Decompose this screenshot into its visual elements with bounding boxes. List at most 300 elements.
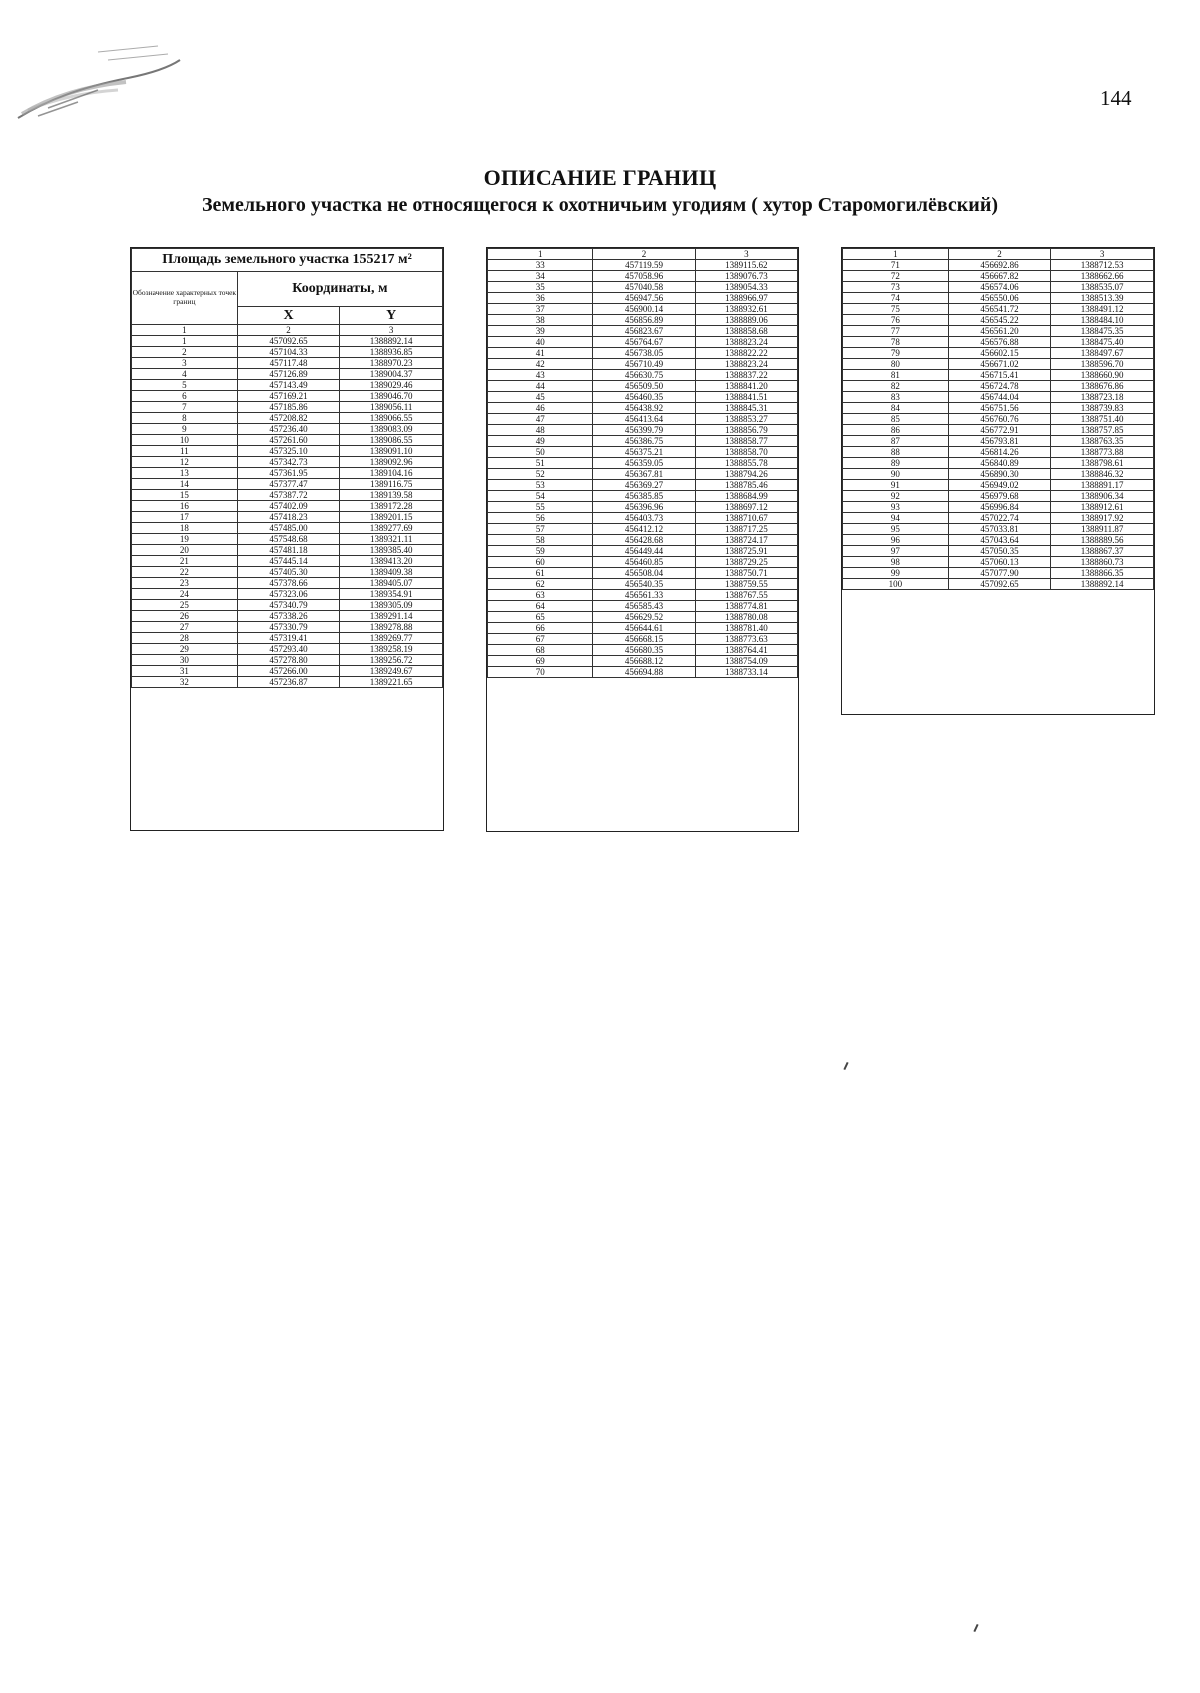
y-value: 1388858.77 [695,436,797,447]
point-number: 74 [843,293,949,304]
point-number: 56 [488,513,593,524]
table-row [132,490,443,501]
y-value: 1388891.17 [1051,480,1154,491]
coordinates-header: Координаты, м [237,272,442,307]
point-number: 73 [843,282,949,293]
x-value: 457330.79 [237,622,340,633]
x-value: 456428.68 [593,535,695,546]
point-number: 16 [132,501,238,512]
y-value: 1388781.40 [695,623,797,634]
point-number: 43 [488,370,593,381]
table-row [488,634,798,645]
x-value: 456793.81 [948,436,1051,447]
x-value: 456680.35 [593,645,695,656]
x-value: 457402.09 [237,501,340,512]
point-number: 50 [488,447,593,458]
table-row [132,523,443,534]
point-number: 60 [488,557,593,568]
x-value: 457236.87 [237,677,340,688]
x-value: 457548.68 [237,534,340,545]
y-value: 1389221.65 [340,677,443,688]
point-number: 13 [132,468,238,479]
table-row [843,315,1154,326]
x-value: 456399.79 [593,425,695,436]
table-row [488,271,798,282]
x-value: 456438.92 [593,403,695,414]
y-value: 1389092.96 [340,457,443,468]
table-row [488,403,798,414]
y-value: 1389258.19 [340,644,443,655]
x-value: 457058.96 [593,271,695,282]
table-row [488,436,798,447]
point-number: 79 [843,348,949,359]
column-number: 2 [593,249,695,260]
table-row [132,567,443,578]
y-value: 1389115.62 [695,260,797,271]
x-value: 457077.90 [948,568,1051,579]
y-value: 1388860.73 [1051,557,1154,568]
y-value: 1388845.31 [695,403,797,414]
y-value: 1388867.37 [1051,546,1154,557]
table-row [488,359,798,370]
scan-speck [973,1624,978,1632]
point-number: 11 [132,446,238,457]
point-number: 72 [843,271,949,282]
point-number: 31 [132,666,238,677]
table-row [132,501,443,512]
x-value: 457117.48 [237,358,340,369]
x-value: 456947.56 [593,293,695,304]
column-number: 2 [237,325,340,336]
column-number: 3 [340,325,443,336]
y-value: 1388676.86 [1051,381,1154,392]
table-row [488,469,798,480]
table-row [488,546,798,557]
point-number: 69 [488,656,593,667]
table-row [488,667,798,678]
x-value: 457185.86 [237,402,340,413]
x-value: 456413.64 [593,414,695,425]
point-number: 38 [488,315,593,326]
y-value: 1388858.70 [695,447,797,458]
x-value: 456576.88 [948,337,1051,348]
table-row [843,337,1154,348]
x-value: 457325.10 [237,446,340,457]
x-value: 456692.86 [948,260,1051,271]
point-number: 88 [843,447,949,458]
y-value: 1388858.68 [695,326,797,337]
point-number: 62 [488,579,593,590]
page-number: 144 [1100,86,1132,110]
table-row [132,633,443,644]
x-value: 456772.91 [948,425,1051,436]
x-value: 456403.73 [593,513,695,524]
y-value: 1388846.32 [1051,469,1154,480]
point-number: 83 [843,392,949,403]
y-value: 1389139.58 [340,490,443,501]
point-number: 54 [488,491,593,502]
y-value: 1388757.85 [1051,425,1154,436]
point-number: 59 [488,546,593,557]
y-value: 1388513.39 [1051,293,1154,304]
table-row [843,447,1154,458]
point-number: 53 [488,480,593,491]
table-row [132,644,443,655]
point-number: 77 [843,326,949,337]
x-value: 456996.84 [948,502,1051,513]
table-row [488,612,798,623]
x-value: 456668.15 [593,634,695,645]
y-value: 1389405.07 [340,578,443,589]
point-number: 68 [488,645,593,656]
table-row [488,513,798,524]
table-row [132,435,443,446]
point-number: 33 [488,260,593,271]
x-value: 457418.23 [237,512,340,523]
table-row [488,645,798,656]
x-value: 457361.95 [237,468,340,479]
y-value: 1389104.16 [340,468,443,479]
table-row [488,502,798,513]
coordinates-table-2 [486,247,799,832]
x-value: 457126.89 [237,369,340,380]
table-row [488,315,798,326]
x-value: 456715.41 [948,370,1051,381]
table-row [843,480,1154,491]
table-row [132,589,443,600]
point-number: 32 [132,677,238,688]
y-value: 1388889.56 [1051,535,1154,546]
table-row [132,600,443,611]
table-row [843,546,1154,557]
x-value: 456694.88 [593,667,695,678]
table-row [132,358,443,369]
y-value: 1388660.90 [1051,370,1154,381]
point-number: 14 [132,479,238,490]
table-row [488,370,798,381]
table-row [132,479,443,490]
table-row [843,436,1154,447]
table-row [488,480,798,491]
point-number: 35 [488,282,593,293]
x-value: 456449.44 [593,546,695,557]
y-value: 1388754.09 [695,656,797,667]
y-value: 1389409.38 [340,567,443,578]
document-title: ОПИСАНИЕ ГРАНИЦ [483,165,717,190]
point-number: 96 [843,535,949,546]
x-value: 456375.21 [593,447,695,458]
x-value: 457323.06 [237,589,340,600]
point-number: 8 [132,413,238,424]
table-row [488,601,798,612]
point-number: 21 [132,556,238,567]
x-value: 456460.35 [593,392,695,403]
point-number: 46 [488,403,593,414]
y-value: 1389083.09 [340,424,443,435]
table-body [488,260,798,678]
y-value: 1388841.20 [695,381,797,392]
table-body [132,336,443,688]
x-value: 457033.81 [948,524,1051,535]
x-value: 456396.96 [593,502,695,513]
point-number: 66 [488,623,593,634]
y-value: 1388697.12 [695,502,797,513]
y-value: 1389201.15 [340,512,443,523]
y-value: 1388823.24 [695,359,797,370]
x-value: 456545.22 [948,315,1051,326]
y-value: 1388798.61 [1051,458,1154,469]
table-row [843,425,1154,436]
x-value: 456385.85 [593,491,695,502]
document-subtitle: Земельного участка не относящегося к охотничьим угодиям ( хутор Старомогилёвский) [201,194,998,216]
y-header: Y [340,307,443,325]
y-value: 1389066.55 [340,413,443,424]
point-number: 28 [132,633,238,644]
point-number: 19 [132,534,238,545]
table-row [843,403,1154,414]
table-row [132,545,443,556]
table-row [488,348,798,359]
y-value: 1388794.26 [695,469,797,480]
table-row [132,677,443,688]
table-row [488,304,798,315]
table-row [132,578,443,589]
point-number: 5 [132,380,238,391]
point-number: 1 [132,336,238,347]
point-number: 100 [843,579,949,590]
table-row [132,380,443,391]
scan-smudge-mark [8,30,183,125]
y-value: 1388837.22 [695,370,797,381]
table-row [843,326,1154,337]
point-number: 87 [843,436,949,447]
column-number: 2 [948,249,1051,260]
point-number: 67 [488,634,593,645]
point-number: 24 [132,589,238,600]
point-number: 90 [843,469,949,480]
y-value: 1389076.73 [695,271,797,282]
table-row [488,282,798,293]
point-number: 70 [488,667,593,678]
y-value: 1389054.33 [695,282,797,293]
x-value: 456561.20 [948,326,1051,337]
table-row [132,457,443,468]
y-value: 1388723.18 [1051,392,1154,403]
x-value: 456540.35 [593,579,695,590]
point-number: 71 [843,260,949,271]
y-value: 1388966.97 [695,293,797,304]
table-row [843,414,1154,425]
y-value: 1389056.11 [340,402,443,413]
y-value: 1388932.61 [695,304,797,315]
point-number: 57 [488,524,593,535]
x-value: 457405.30 [237,567,340,578]
point-number: 12 [132,457,238,468]
table-row [488,447,798,458]
y-value: 1389305.09 [340,600,443,611]
y-value: 1388773.63 [695,634,797,645]
x-value: 456509.50 [593,381,695,392]
table-row [843,557,1154,568]
point-number: 65 [488,612,593,623]
x-value: 456760.76 [948,414,1051,425]
point-number: 89 [843,458,949,469]
y-value: 1389354.91 [340,589,443,600]
table-row [843,579,1154,590]
point-number: 26 [132,611,238,622]
point-number: 95 [843,524,949,535]
y-value: 1388911.87 [1051,524,1154,535]
table-row [132,446,443,457]
point-number: 64 [488,601,593,612]
point-number: 23 [132,578,238,589]
point-number: 29 [132,644,238,655]
table-row [843,502,1154,513]
x-value: 456359.05 [593,458,695,469]
point-number: 42 [488,359,593,370]
point-number: 80 [843,359,949,370]
table-row [488,414,798,425]
x-value: 456667.82 [948,271,1051,282]
x-value: 457340.79 [237,600,340,611]
table-row [488,524,798,535]
column-number: 1 [132,325,238,336]
y-value: 1388759.55 [695,579,797,590]
y-value: 1388780.08 [695,612,797,623]
x-value: 457092.65 [948,579,1051,590]
y-value: 1388892.14 [1051,579,1154,590]
point-number: 51 [488,458,593,469]
y-value: 1388764.41 [695,645,797,656]
x-value: 456890.30 [948,469,1051,480]
x-value: 456751.56 [948,403,1051,414]
y-value: 1388866.35 [1051,568,1154,579]
table-row [132,622,443,633]
coordinates-table-3 [841,247,1155,715]
point-number: 78 [843,337,949,348]
table-row [843,458,1154,469]
point-number: 84 [843,403,949,414]
coordinates-table-1 [130,247,444,831]
point-number: 45 [488,392,593,403]
table-row [843,293,1154,304]
point-number: 81 [843,370,949,381]
y-value: 1389004.37 [340,369,443,380]
table-row [488,425,798,436]
y-value: 1388750.71 [695,568,797,579]
y-value: 1388853.27 [695,414,797,425]
point-number: 75 [843,304,949,315]
x-value: 456738.05 [593,348,695,359]
table-row [488,260,798,271]
point-number: 6 [132,391,238,402]
y-value: 1388475.35 [1051,326,1154,337]
y-value: 1388841.51 [695,392,797,403]
table-row [488,326,798,337]
x-value: 457278.80 [237,655,340,666]
table-row [843,535,1154,546]
x-value: 456840.89 [948,458,1051,469]
x-value: 457387.72 [237,490,340,501]
y-value: 1388917.92 [1051,513,1154,524]
table-row [843,304,1154,315]
x-value: 456412.12 [593,524,695,535]
x-value: 457378.66 [237,578,340,589]
y-value: 1388725.91 [695,546,797,557]
point-number: 25 [132,600,238,611]
column-number: 3 [1051,249,1154,260]
y-value: 1388712.53 [1051,260,1154,271]
y-value: 1389029.46 [340,380,443,391]
table-row [132,534,443,545]
y-value: 1388662.66 [1051,271,1154,282]
point-number: 94 [843,513,949,524]
y-value: 1388484.10 [1051,315,1154,326]
y-value: 1388729.25 [695,557,797,568]
point-number: 44 [488,381,593,392]
y-value: 1389321.11 [340,534,443,545]
point-number: 92 [843,491,949,502]
x-value: 456856.89 [593,315,695,326]
table-row [488,392,798,403]
x-value: 456508.04 [593,568,695,579]
x-value: 457104.33 [237,347,340,358]
table-row [843,392,1154,403]
point-number: 76 [843,315,949,326]
x-value: 456369.27 [593,480,695,491]
y-value: 1388763.35 [1051,436,1154,447]
y-value: 1389291.14 [340,611,443,622]
point-number: 22 [132,567,238,578]
y-value: 1388892.14 [340,336,443,347]
table-row [843,271,1154,282]
x-value: 456644.61 [593,623,695,634]
point-number: 58 [488,535,593,546]
table-row [132,336,443,347]
x-header: X [237,307,340,325]
table-row [132,402,443,413]
x-value: 456541.72 [948,304,1051,315]
x-value: 456979.68 [948,491,1051,502]
point-number: 52 [488,469,593,480]
table-body [843,260,1154,590]
y-value: 1389172.28 [340,501,443,512]
table-row [132,391,443,402]
table-row [843,381,1154,392]
y-value: 1388739.83 [1051,403,1154,414]
y-value: 1389116.75 [340,479,443,490]
point-number: 36 [488,293,593,304]
point-number: 37 [488,304,593,315]
y-value: 1388596.70 [1051,359,1154,370]
point-number: 2 [132,347,238,358]
point-number: 40 [488,337,593,348]
x-value: 456671.02 [948,359,1051,370]
table-row [488,458,798,469]
x-value: 457060.13 [948,557,1051,568]
table-row [132,512,443,523]
x-value: 457377.47 [237,479,340,490]
y-value: 1388497.67 [1051,348,1154,359]
point-number: 39 [488,326,593,337]
table-row [132,424,443,435]
point-number: 30 [132,655,238,666]
point-number: 91 [843,480,949,491]
point-number: 48 [488,425,593,436]
y-value: 1388856.79 [695,425,797,436]
x-value: 456764.67 [593,337,695,348]
table-row [488,535,798,546]
